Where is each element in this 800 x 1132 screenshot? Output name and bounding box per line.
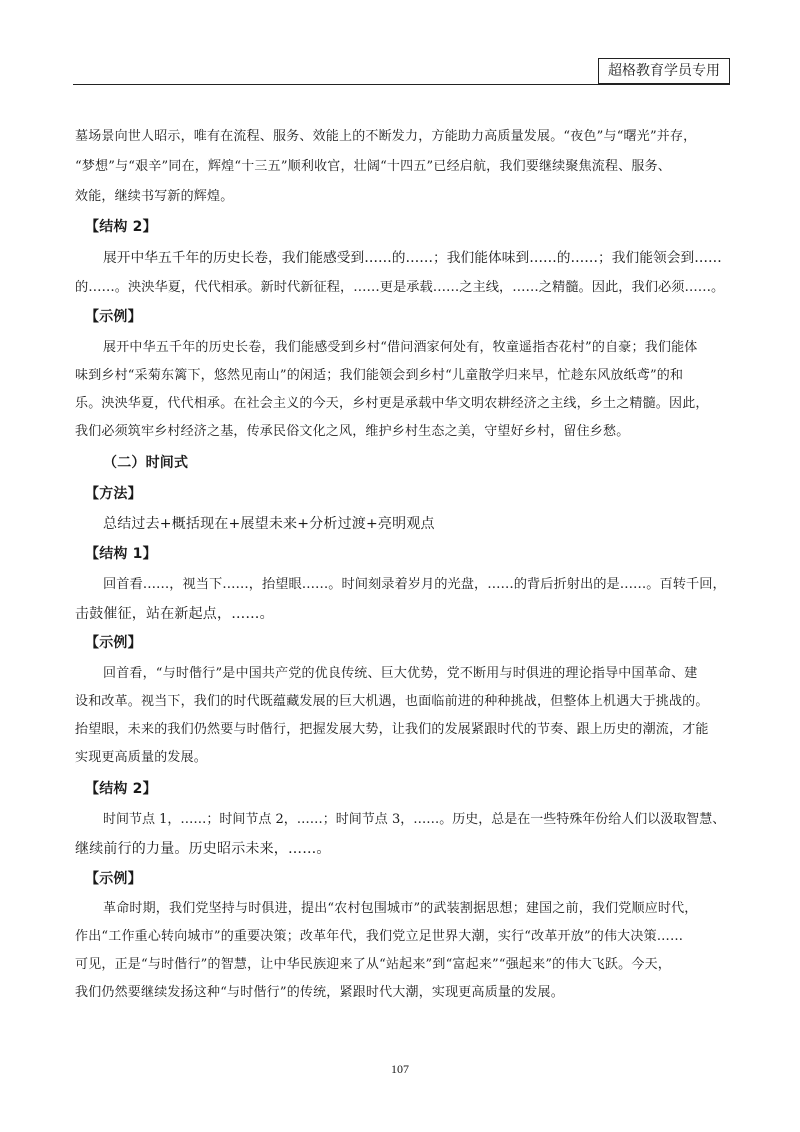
section-heading: 【示例】 — [85, 309, 142, 325]
text-line: 回首看，“与时偕行”是中国共产党的优良传统、巨大优势，党不断用与时俱进的理论指导中国革命、建 — [103, 666, 698, 681]
section-heading: 【方法】 — [85, 486, 142, 502]
text-line: 墓场景向世人昭示，唯有在流程、服务、效能上的不断发力，方能助力高质量发展。“夜色”与“曙光”并存， — [75, 129, 697, 144]
text-line: 革命时期，我们党坚持与时俱进，提出“农村包围城市”的武装割据思想；建国之前，我们党顺应时代， — [103, 901, 698, 916]
text-line: 实现更高质量的发展。 — [75, 750, 208, 765]
text-line: 抬望眼，未来的我们仍然要与时偕行，把握发展大势，让我们的发展紧跟时代的节奏、跟上历史的潮流，才能 — [75, 722, 709, 737]
section-heading: （二）时间式 — [103, 455, 189, 471]
text-line: 展开中华五千年的历史长卷，我们能感受到乡村“借问酒家何处有，牧童遥指杏花村”的自豪；我们能体 — [103, 340, 698, 355]
text-line: “梦想”与“艰辛”同在，辉煌“十三五”顺利收官，壮阔“十四五”已经启航，我们要继续聚焦流程、服务、 — [75, 159, 671, 174]
page-number: 107 — [391, 1062, 409, 1076]
text-line: 效能，继续书写新的辉煌。 — [75, 189, 234, 204]
text-line: 的……。泱泱华夏，代代相承。新时代新征程，……更是承载……之主线，……之精髓。因此，我们必须……。 — [75, 280, 725, 295]
text-line: 乐。泱泱华夏，代代相承。在社会主义的今天，乡村更是承载中华文明农耕经济之主线，乡土之精髓。因此， — [75, 396, 709, 411]
text-line: 我们仍然要继续发扬这种“与时偕行”的传统，紧跟时代大潮，实现更高质量的发展。 — [75, 985, 564, 1000]
text-line: 击鼓催征，站在新起点，……。 — [75, 606, 274, 622]
text-line: 我们必须筑牢乡村经济之基，传承民俗文化之风，维护乡村生态之美，守望好乡村，留住乡愁。 — [75, 424, 630, 439]
text-line: 时间节点 1，……；时间节点 2，……；时间节点 3，……。历史，总是在一些特殊年份给人们以汲取智慧、 — [103, 812, 726, 827]
section-heading: 【结构 2】 — [85, 781, 157, 797]
section-heading: 【示例】 — [85, 635, 142, 651]
text-line: 作出“工作重心转向城市”的重要决策；改革年代，我们党立足世界大潮，实行“改革开放”的伟大决策…… — [75, 929, 684, 944]
text-line: 味到乡村“采菊东篱下，悠然见南山”的闲适；我们能领会到乡村“儿童散学归来早，忙趁东风放纸鸢”的和 — [75, 368, 684, 383]
text-line: 总结过去+概括现在+展望未来+分析过渡+亮明观点 — [103, 516, 435, 532]
text-line: 展开中华五千年的历史长卷，我们能感受到……的……；我们能体味到……的……；我们能领会到…… — [103, 250, 722, 266]
header-label: 超格教育学员专用 — [598, 58, 730, 84]
section-heading: 【结构 1】 — [85, 546, 157, 562]
section-heading: 【结构 2】 — [85, 219, 157, 235]
text-line: 可见，正是“与时偕行”的智慧，让中华民族迎来了从“站起来”到“富起来”“强起来”的伟大飞跃。今天， — [75, 957, 671, 972]
text-line: 回首看……，视当下……，抬望眼……。时间刻录着岁月的光盘，……的背后折射出的是……。百转千回， — [103, 577, 726, 592]
text-line: 设和改革。视当下，我们的时代既蕴藏发展的巨大机遇，也面临前进的种种挑战，但整体上机遇大于挑战的。 — [75, 694, 709, 709]
header-rule — [73, 84, 730, 85]
section-heading: 【示例】 — [85, 871, 142, 887]
text-line: 继续前行的力量。历史昭示未来，……。 — [75, 841, 331, 857]
